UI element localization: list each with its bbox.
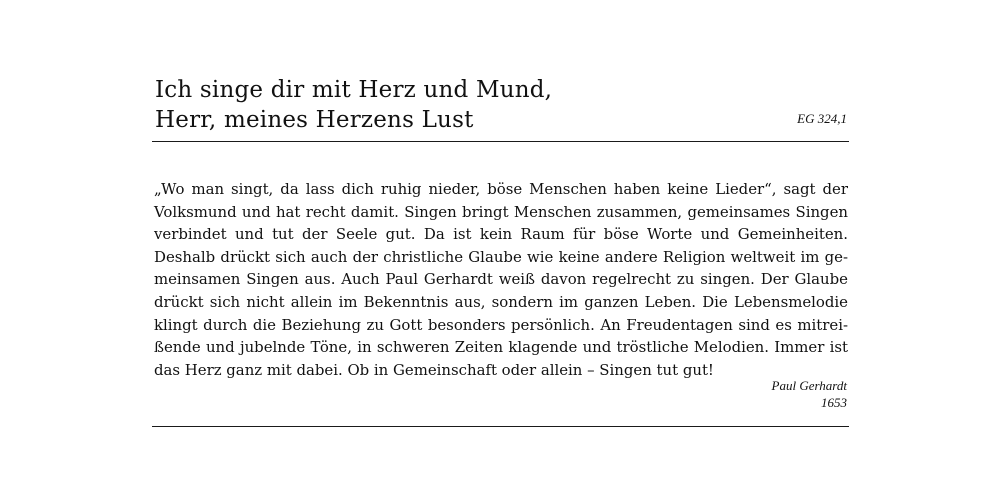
hymn-title-line-1: Ich singe dir mit Herz und Mund,	[155, 77, 553, 103]
footer-divider	[152, 426, 849, 427]
paragraph-line: Volksmund und hat recht damit. Singen bringt Menschen zusammen, gemeinsames Singen	[154, 202, 848, 221]
paragraph-line: Deshalb drückt sich auch der christliche Glaube wie keine andere Religion weltweit im ge-	[154, 247, 848, 266]
paragraph-line: das Herz ganz mit dabei. Ob in Gemeinschaft oder allein – Singen tut gut!	[154, 360, 714, 379]
body-paragraph	[154, 178, 848, 381]
header-divider	[152, 141, 849, 142]
paragraph-line: ßende und jubelnde Töne, in schweren Zeiten klagende und tröstliche Melodien. Immer ist	[154, 338, 848, 357]
author-year: 1653	[821, 395, 847, 410]
paragraph-line: drückt sich nicht allein im Bekenntnis aus, sondern im ganzen Leben. Die Lebensmelodie	[154, 292, 848, 311]
paragraph-line: meinsamen Singen aus. Auch Paul Gerhardt weiß davon regelrecht zu singen. Der Glaube	[154, 270, 848, 289]
paragraph-line: „Wo man singt, da lass dich ruhig nieder, böse Menschen haben keine Lieder“, sagt der	[154, 180, 848, 198]
hymn-header	[152, 70, 849, 142]
attribution	[772, 377, 847, 411]
paragraph-line: verbindet und tut der Seele gut. Da ist kein Raum für böse Worte und Gemeinheiten.	[154, 225, 848, 244]
document-page	[152, 0, 849, 499]
author-name: Paul Gerhardt	[771, 378, 847, 393]
hymn-reference: EG 324,1	[797, 111, 847, 126]
hymn-title-line-2: Herr, meines Herzens Lust	[155, 107, 474, 133]
paragraph-line: klingt durch die Beziehung zu Gott besonders persönlich. An Freudentagen sind es mitrei-	[154, 315, 848, 334]
